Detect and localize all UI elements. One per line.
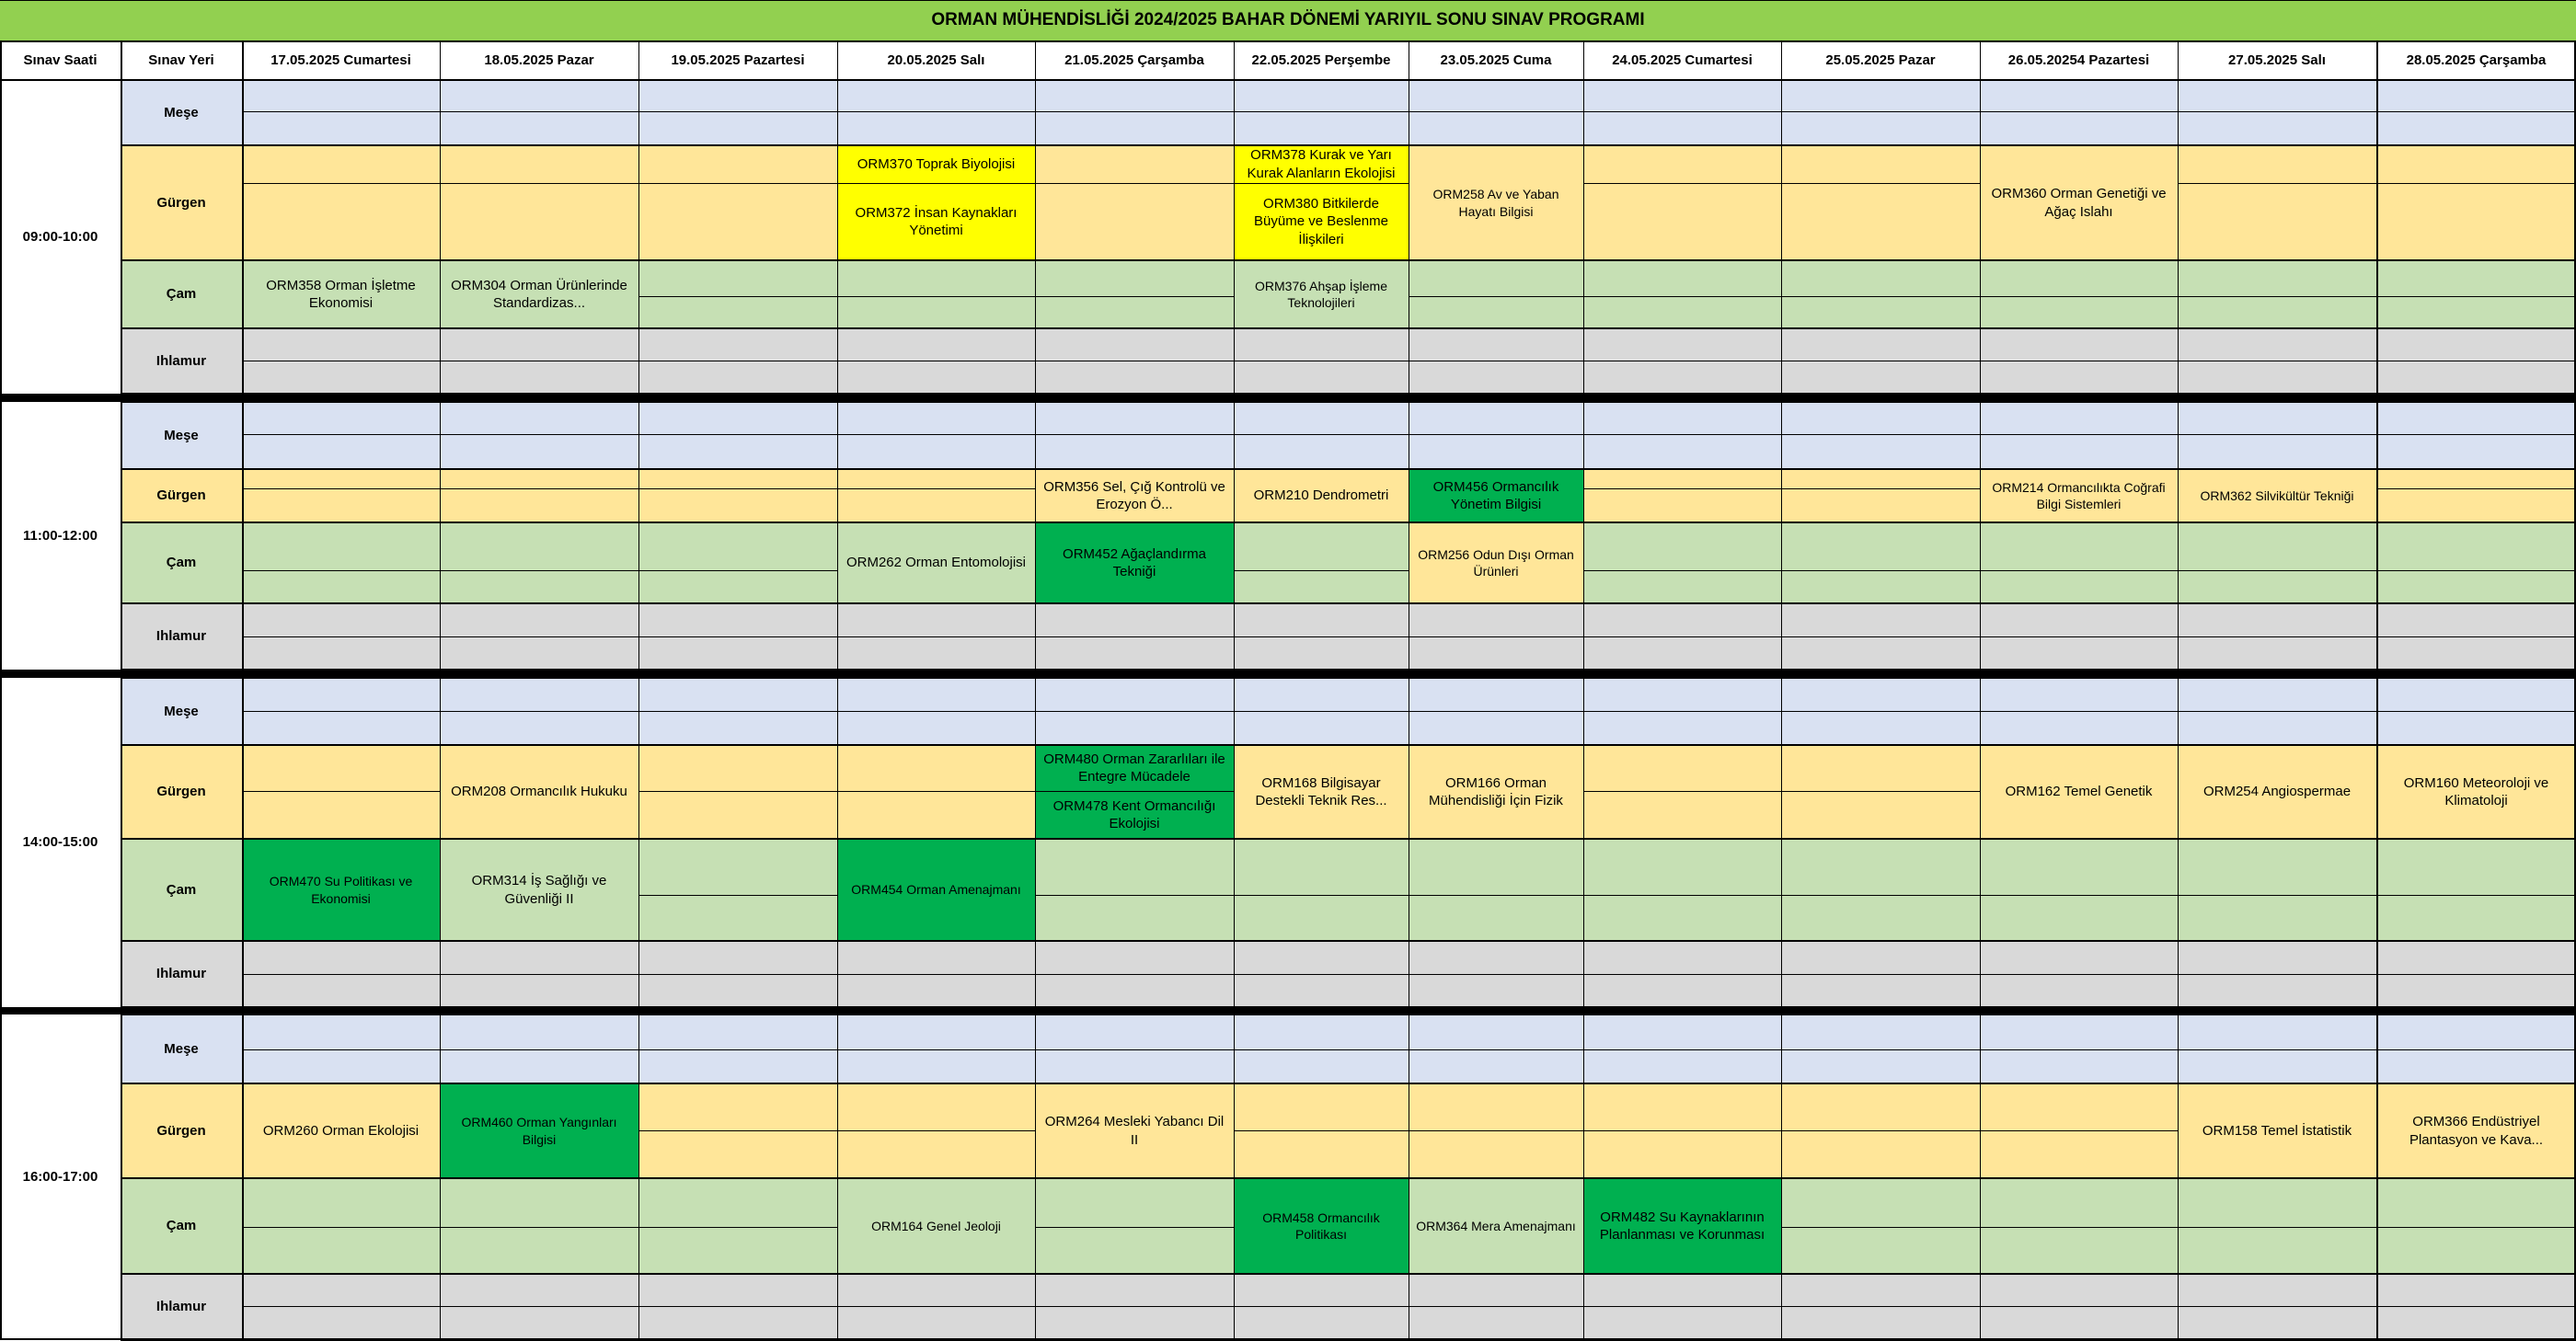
exam-cell[interactable]: ORM304 Orman Ürünlerinde Standardizas... [451,277,627,311]
room-row-line [121,678,2576,679]
column-line [0,40,2,1340]
column-line [1583,40,1584,1340]
exam-cell[interactable]: ORM362 Silvikültür Tekniği [2200,487,2354,503]
sub-row-line [1409,1049,1583,1050]
column-line [440,40,441,1340]
slot-separator [0,394,2576,402]
sub-row-line [1781,1049,1980,1050]
sub-row-line [2178,570,2376,571]
room-row-line [121,940,2576,942]
sub-row-line [2178,296,2376,297]
slot-label: 09:00-10:00 [0,80,121,394]
exam-cell[interactable]: ORM364 Mera Amenajmanı [1416,1218,1576,1233]
slot-separator [0,670,2576,678]
sub-row-line [1234,1306,1409,1307]
sub-row-line [1980,111,2178,112]
header-day: 23.05.2025 Cuma [1409,40,1583,80]
sub-row-line [2376,1049,2576,1050]
room-row-line [121,468,2576,470]
column-line [837,40,838,1340]
exam-cell[interactable]: ORM458 Ormancılık Politikası [1234,1178,1409,1274]
sub-row-line [1781,895,1980,896]
sub-row-line [242,636,440,637]
sub-row-line [1781,488,1980,489]
sub-row-line [638,1227,837,1228]
room-row-line [121,402,2576,403]
sub-row-line [1781,1306,1980,1307]
sub-row-line [638,570,837,571]
sub-row-line [837,296,1035,297]
sub-row-line [1583,1049,1781,1050]
header-day: 28.05.2025 Çarşamba [2376,40,2576,80]
exam-cell[interactable]: ORM358 Orman İşletme Ekonomisi [266,277,416,311]
sub-row-line [2376,711,2576,712]
sub-row-line [242,488,440,489]
room-label: Gürgen [121,469,242,522]
sub-row-line [1234,111,1409,112]
sheet-title: ORMAN MÜHENDİSLİĞİ 2024/2025 BAHAR DÖNEMİ YARIYIL SONU SINAV PROGRAMI [0,0,2576,40]
exam-cell[interactable]: ORM214 Ormancılıkta Coğrafi Bilgi Sistemleri [1992,479,2166,511]
exam-cell[interactable]: ORM166 Orman Mühendisliği İçin Fizik [1429,774,1563,808]
sub-row-line [638,1306,837,1307]
sub-row-line [1035,183,1234,184]
exam-cell[interactable]: ORM262 Orman Entomolojisi [845,555,1027,571]
sub-row-line [1234,1130,1409,1131]
sub-row-line [638,791,837,792]
header-day: 22.05.2025 Perşembe [1234,40,1409,80]
sub-row-line [1409,711,1583,712]
sub-row-line [1781,636,1980,637]
room-label: Ihlamur [121,328,242,394]
sub-row-line [1583,111,1781,112]
exam-cell[interactable]: ORM168 Bilgisayar Destekli Teknik Res... [1255,774,1387,808]
exam-cell[interactable]: ORM380 Bitkilerde Büyüme ve Beslenme İlişkileri [1234,183,1409,260]
sub-row-line [1980,974,2178,975]
exam-cell[interactable]: ORM162 Temel Genetik [2005,784,2153,800]
sub-row-line [837,434,1035,435]
sub-row-line [638,1049,837,1050]
exam-cell[interactable]: ORM460 Orman Yangınları Bilgisi [440,1083,638,1178]
room-row-line [121,744,2576,746]
sub-row-line [1781,570,1980,571]
room-label: Meşe [121,1014,242,1083]
sub-row-line [837,791,1035,792]
sub-row-line [837,711,1035,712]
sub-row-line [2376,974,2576,975]
room-label: Çam [121,1178,242,1274]
room-row-line [121,1177,2576,1179]
exam-cell[interactable]: ORM254 Angiospermae [2202,784,2352,800]
exam-cell[interactable]: ORM356 Sel, Çığ Kontrolü ve Erozyon Ö... [1043,478,1225,512]
sub-row-line [2376,111,2576,112]
room-row-line [121,1273,2576,1275]
exam-cell[interactable]: ORM210 Dendrometri [1253,487,1389,504]
sub-row-line [638,1130,837,1131]
sub-row-line [1583,1130,1781,1131]
sub-row-line [837,1306,1035,1307]
sub-row-line [1980,711,2178,712]
exam-cell[interactable]: ORM160 Meteoroloji ve Klimatoloji [2403,774,2549,808]
sub-row-line [1234,974,1409,975]
column-line [638,40,639,1340]
sub-row-line [2178,895,2376,896]
sub-row-line [2376,296,2576,297]
sub-row-line [1583,183,1781,184]
sub-row-line [242,711,440,712]
sub-row-line [1583,488,1781,489]
sub-row-line [1980,1306,2178,1307]
sub-row-line [837,1130,1035,1131]
sub-row-line [1980,296,2178,297]
title-top-line [0,0,2576,1]
room-row-line [121,259,2576,261]
column-line [1781,40,1782,1340]
sub-row-line [1035,636,1234,637]
slot-label: 11:00-12:00 [0,402,121,670]
sub-row-line [242,1227,440,1228]
room-row-line [121,1083,2576,1084]
exam-cell[interactable]: ORM480 Orman Zararlıları ile Entegre Mücadele [1035,745,1234,791]
header-day: 24.05.2025 Cumartesi [1583,40,1781,80]
exam-cell[interactable]: ORM376 Ahşap İşleme Teknolojileri [1255,278,1387,310]
room-label: Gürgen [121,745,242,839]
sub-row-line [1035,895,1234,896]
sub-row-line [1035,791,1234,792]
sub-row-line [1234,1049,1409,1050]
sub-row-line [2376,636,2576,637]
sub-row-line [1409,1130,1583,1131]
slot-label: 14:00-15:00 [0,678,121,1007]
sub-row-line [1035,1049,1234,1050]
sub-row-line [2376,895,2576,896]
sub-row-line [440,711,638,712]
column-line [2376,40,2378,1340]
sub-row-line [1781,111,1980,112]
sub-row-line [638,111,837,112]
sub-row-line [1583,1306,1781,1307]
sub-row-line [2178,183,2376,184]
room-label: Meşe [121,402,242,469]
sub-row-line [1234,895,1409,896]
exam-cell[interactable]: ORM478 Kent Ormancılığı Ekolojisi [1035,791,1234,839]
room-label: Ihlamur [121,1274,242,1340]
exam-cell[interactable]: ORM260 Orman Ekolojisi [262,1122,420,1139]
sub-row-line [440,111,638,112]
sub-row-line [837,183,1035,184]
sub-row-line [1035,711,1234,712]
sub-row-line [837,636,1035,637]
exam-cell[interactable]: ORM264 Mesleki Yabancı Dil II [1044,1114,1225,1148]
sub-row-line [1980,570,2178,571]
sub-row-line [440,636,638,637]
sub-row-line [638,974,837,975]
exam-cell[interactable]: ORM470 Su Politikası ve Ekonomisi [242,839,440,941]
sub-row-line [1781,974,1980,975]
sub-row-line [1234,183,1409,184]
sub-row-line [1234,434,1409,435]
header-day: 27.05.2025 Salı [2178,40,2376,80]
sub-row-line [1409,434,1583,435]
sub-row-line [2178,974,2376,975]
sub-row-line [2178,1049,2376,1050]
exam-cell[interactable]: ORM370 Toprak Biyolojisi [837,145,1035,183]
sub-row-line [242,183,440,184]
room-row-line [121,327,2576,329]
sub-row-line [638,488,837,489]
exam-cell[interactable]: ORM314 İş Sağlığı ve Güvenliği II [471,873,607,907]
sub-row-line [2178,1227,2376,1228]
exam-cell[interactable]: ORM158 Temel İstatistik [2202,1122,2352,1139]
sub-row-line [1980,636,2178,637]
sub-row-line [638,895,837,896]
header-day: 19.05.2025 Pazartesi [638,40,837,80]
sub-row-line [1409,111,1583,112]
room-row-line [121,522,2576,523]
sub-row-line [1583,711,1781,712]
sub-row-line [1035,111,1234,112]
sub-row-line [242,434,440,435]
sub-row-line [837,488,1035,489]
header-day: 26.05.20254 Pazartesi [1980,40,2178,80]
column-line [1234,40,1235,1340]
room-label: Ihlamur [121,603,242,670]
sub-row-line [2178,711,2376,712]
room-label: Çam [121,522,242,603]
sub-row-line [1409,974,1583,975]
sub-row-line [1781,1227,1980,1228]
sub-row-line [1583,791,1781,792]
sub-row-line [2376,1227,2576,1228]
sub-row-line [1409,895,1583,896]
sub-row-line [440,183,638,184]
sub-row-line [2178,434,2376,435]
sub-row-line [638,711,837,712]
exam-cell[interactable]: ORM372 İnsan Kaynakları Yönetimi [837,183,1035,260]
room-label: Ihlamur [121,941,242,1007]
sub-row-line [440,434,638,435]
room-row-line [121,602,2576,604]
sub-row-line [1980,1130,2178,1131]
sub-row-line [1409,296,1583,297]
sub-row-line [1583,974,1781,975]
room-row-line [121,144,2576,146]
sub-row-line [1781,711,1980,712]
sub-row-line [638,636,837,637]
sub-row-line [1980,1049,2178,1050]
sub-row-line [1234,636,1409,637]
sub-row-line [837,111,1035,112]
sub-row-line [1980,1227,2178,1228]
sub-row-line [1781,434,1980,435]
header-day: 21.05.2025 Çarşamba [1035,40,1234,80]
sub-row-line [2178,636,2376,637]
header-day: 18.05.2025 Pazar [440,40,638,80]
sub-row-line [2178,111,2376,112]
sub-row-line [440,570,638,571]
sub-row-line [1781,183,1980,184]
sub-row-line [2178,1306,2376,1307]
exam-cell[interactable]: ORM366 Endüstriyel Plantasyon ve Kava... [2409,1114,2544,1148]
sub-row-line [1583,636,1781,637]
exam-cell[interactable]: ORM378 Kurak ve Yarı Kurak Alanların Ekolojisi [1234,145,1409,183]
sub-row-line [440,488,638,489]
room-row-line [121,1014,2576,1015]
sub-row-line [837,974,1035,975]
room-label: Gürgen [121,145,242,260]
sub-row-line [1781,296,1980,297]
sub-row-line [1035,296,1234,297]
room-label: Çam [121,839,242,941]
sub-row-line [1583,296,1781,297]
exam-cell[interactable]: ORM164 Genel Jeoloji [871,1218,1001,1233]
exam-cell[interactable]: ORM256 Odun Dışı Orman Ürünleri [1409,522,1583,603]
sub-row-line [242,1306,440,1307]
sub-row-line [1583,895,1781,896]
sub-row-line [1035,434,1234,435]
sub-row-line [1035,1227,1234,1228]
exam-cell[interactable]: ORM258 Av ve Yaban Hayatı Bilgisi [1432,187,1559,219]
header-day: 20.05.2025 Salı [837,40,1035,80]
sub-row-line [638,434,837,435]
room-row-line [121,838,2576,840]
sub-row-line [2376,434,2576,435]
sub-row-line [638,183,837,184]
column-line [1035,40,1036,1340]
header-room: Sınav Yeri [121,40,242,80]
sub-row-line [1035,974,1234,975]
room-label: Gürgen [121,1083,242,1178]
header-day: 25.05.2025 Pazar [1781,40,1980,80]
room-label: Çam [121,260,242,328]
sub-row-line [638,296,837,297]
sub-row-line [2376,570,2576,571]
sub-row-line [242,1049,440,1050]
sub-row-line [242,791,440,792]
sub-row-line [1980,434,2178,435]
sub-row-line [440,1049,638,1050]
column-line [121,40,122,1340]
sub-row-line [1234,711,1409,712]
sub-row-line [1583,434,1781,435]
sub-row-line [1980,895,2178,896]
exam-cell[interactable]: ORM360 Orman Genetiği ve Ağaç Islahı [1991,186,2167,220]
sub-row-line [440,1306,638,1307]
sub-row-line [2376,183,2576,184]
sub-row-line [837,1049,1035,1050]
room-label: Meşe [121,80,242,145]
slot-separator [0,1007,2576,1014]
sub-row-line [1781,1130,1980,1131]
sub-row-line [1781,791,1980,792]
slot-label: 16:00-17:00 [0,1014,121,1340]
column-line [1980,40,1981,1340]
sub-row-line [1409,636,1583,637]
sub-row-line [1409,1306,1583,1307]
header-bottom-line [0,79,2576,81]
sub-row-line [440,1227,638,1228]
exam-cell[interactable]: ORM482 Su Kaynaklarının Planlanması ve Korunması [1583,1178,1781,1274]
header-slot: Sınav Saati [0,40,121,80]
sub-row-line [2376,1306,2576,1307]
sub-row-line [242,974,440,975]
room-label: Meşe [121,678,242,745]
column-line [2178,40,2179,1340]
header-top-line [0,40,2576,42]
sub-row-line [1234,570,1409,571]
sub-row-line [242,111,440,112]
sub-row-line [1583,570,1781,571]
exam-cell[interactable]: ORM208 Ormancılık Hukuku [451,784,627,800]
sub-row-line [2376,488,2576,489]
sub-row-line [1035,1306,1234,1307]
column-line [242,40,244,1340]
exam-cell[interactable]: ORM452 Ağaçlandırma Tekniği [1035,522,1234,603]
sub-row-line [440,974,638,975]
sub-row-line [242,570,440,571]
exam-cell[interactable]: ORM456 Ormancılık Yönetim Bilgisi [1409,469,1583,522]
header-day: 17.05.2025 Cumartesi [242,40,440,80]
exam-cell[interactable]: ORM454 Orman Amenajmanı [837,839,1035,941]
